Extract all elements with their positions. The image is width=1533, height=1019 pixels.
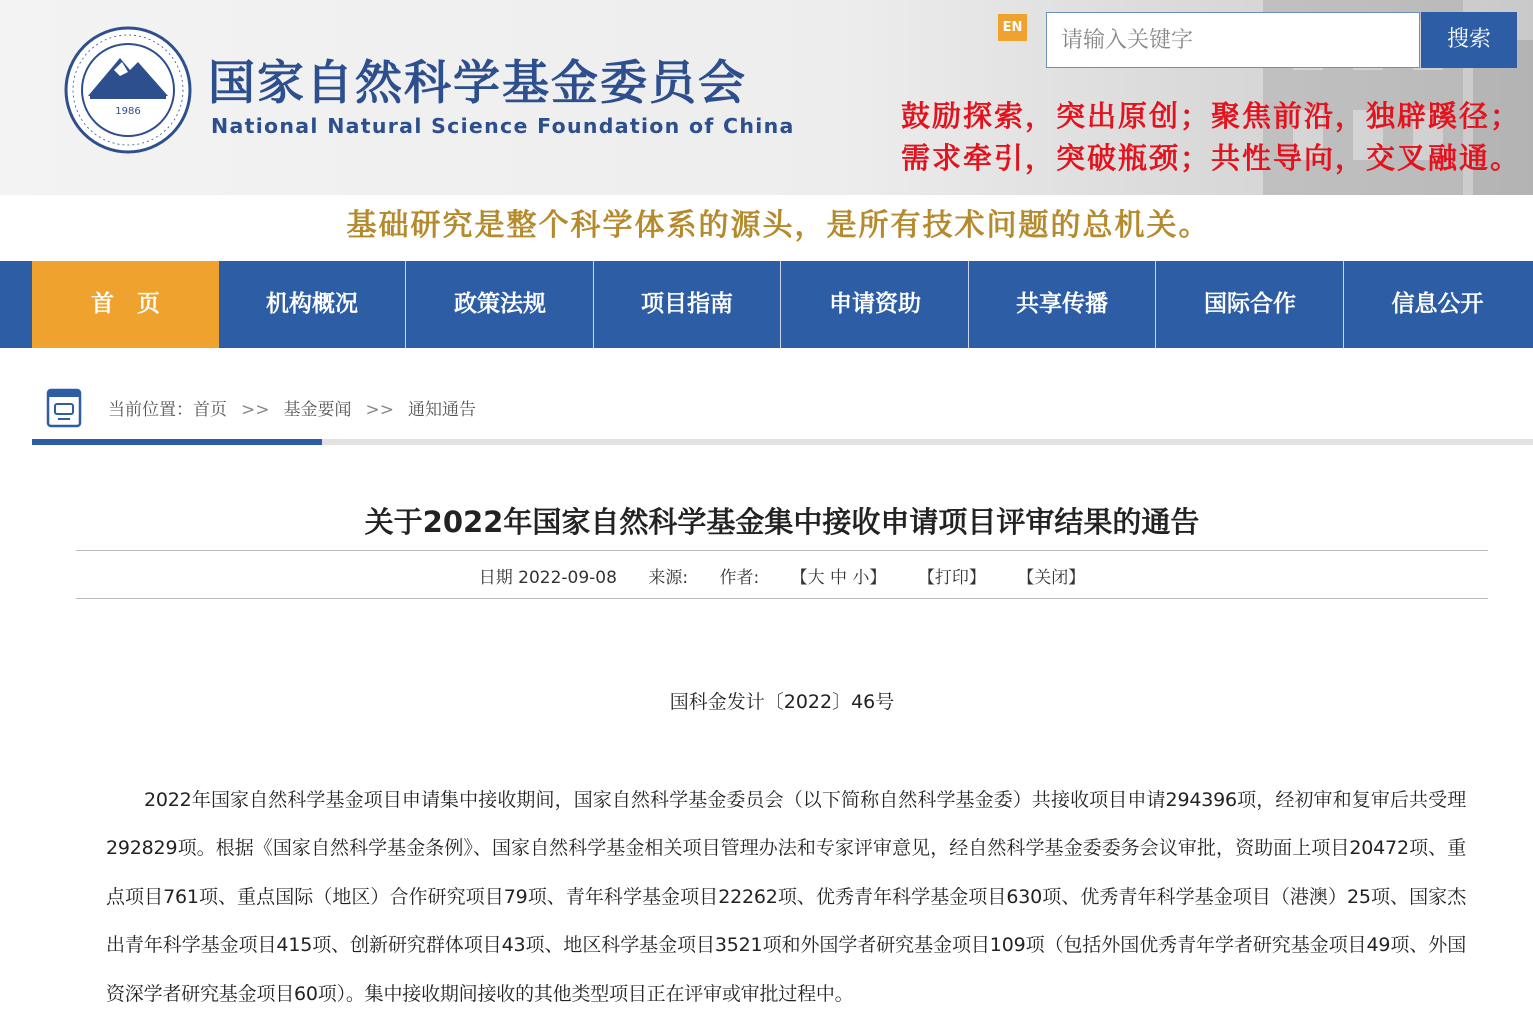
breadcrumb-notices[interactable]: 通知通告 bbox=[408, 400, 476, 420]
breadcrumb-separator: >> bbox=[365, 400, 394, 420]
nsfc-logo[interactable] bbox=[64, 26, 192, 154]
nav-item-guide[interactable]: 项目指南 bbox=[594, 261, 781, 348]
meta-divider bbox=[76, 598, 1488, 599]
breadcrumb-separator: >> bbox=[241, 400, 270, 420]
close-button[interactable]: 【关闭】 bbox=[1017, 568, 1086, 588]
search-button[interactable]: 搜索 bbox=[1421, 12, 1517, 68]
breadcrumb-home[interactable]: 首页 bbox=[193, 400, 227, 420]
search-input[interactable]: 请输入关键字 bbox=[1046, 12, 1420, 68]
article-author: 作者: bbox=[719, 568, 760, 588]
print-button[interactable]: 【打印】 bbox=[917, 568, 986, 588]
breadcrumb-news[interactable]: 基金要闻 bbox=[283, 400, 352, 420]
slogan-banner: 基础研究是整个科学体系的源头，是所有技术问题的总机关。 bbox=[346, 208, 1211, 243]
nav-item-share[interactable]: 共享传播 bbox=[969, 261, 1156, 348]
font-size-control[interactable]: 【大 中 小】 bbox=[790, 568, 887, 588]
article-paragraph: 2022年国家自然科学基金项目申请集中接收期间，国家自然科学基金委员会（以下简称自然科学基金委）共接收项目申请294396项，经初审和复审后共受理292829项。根据《国家自然科学基金条例》、国家自然科学基金相关项目管理办法和专家评审意见，经自然科学基金委委务会议审批，资助面上项目20472项、重点项目761项、重点国际（地区）合作研究项目79项、青年科学基金项目22262项、优秀青年科学基金项目630项、优秀青年科学基金项目（港澳）25项、国家杰出青年科学基金项目415项、创新研究群体项目43项、地区科学基金项目3521项和外国学者研究基金项目109项（包括外国优秀青年学者研究基金项目49项、外国资深学者研究基金项目60项）。集中接收期间接收的其他类型项目正在评审或审批过程中。 bbox=[106, 789, 1466, 1005]
motto-line-1: 鼓励探索，突出原创；聚焦前沿，独辟蹊径； bbox=[900, 99, 1521, 133]
nav-item-apply[interactable]: 申请资助 bbox=[782, 261, 969, 348]
nav-item-policy[interactable]: 政策法规 bbox=[407, 261, 594, 348]
nav-item-home[interactable]: 首 页 bbox=[32, 261, 219, 348]
breadcrumb bbox=[108, 395, 476, 420]
breadcrumb-prefix: 当前位置： bbox=[108, 400, 193, 420]
article-source: 来源: bbox=[648, 568, 689, 588]
motto-line-2: 需求牵引，突破瓶颈；共性导向，交叉融通。 bbox=[900, 141, 1521, 175]
english-version-button[interactable]: EN bbox=[998, 14, 1027, 41]
article-meta bbox=[76, 563, 1488, 588]
main-nav bbox=[0, 261, 1533, 348]
title-divider bbox=[76, 550, 1488, 551]
location-icon bbox=[46, 386, 82, 428]
site-header bbox=[0, 0, 1533, 195]
site-title-en: National Natural Science Foundation of China bbox=[211, 114, 795, 138]
nav-item-disclosure[interactable]: 信息公开 bbox=[1391, 291, 1484, 317]
nav-item-about[interactable]: 机构概况 bbox=[219, 261, 406, 348]
nav-item-international[interactable]: 国际合作 bbox=[1157, 261, 1344, 348]
document-number: 国科金发计〔2022〕46号 bbox=[669, 691, 895, 713]
site-title-cn[interactable]: 国家自然科学基金委员会 bbox=[208, 56, 747, 111]
article-date: 日期 2022-09-08 bbox=[478, 568, 617, 588]
article-title: 关于2022年国家自然科学基金集中接收申请项目评审结果的通告 bbox=[364, 505, 1200, 539]
breadcrumb-divider-accent bbox=[32, 439, 322, 445]
svg-text:1986: 1986 bbox=[115, 106, 141, 117]
